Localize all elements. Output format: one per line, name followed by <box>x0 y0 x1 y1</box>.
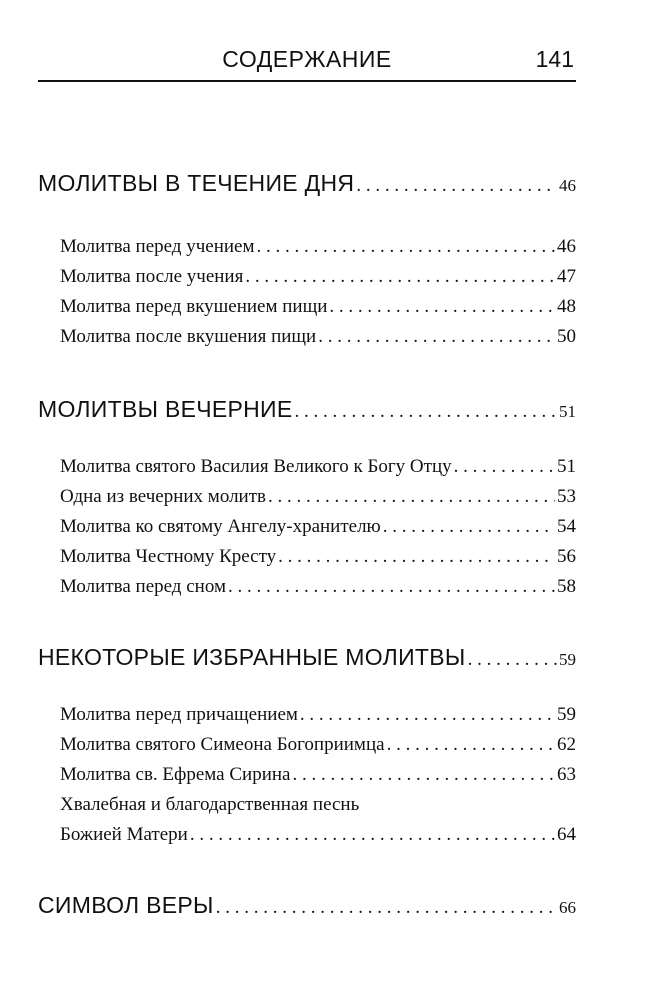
item-label: Молитва святого Василия Великого к Богу Отцу <box>60 456 452 477</box>
item-page: 56 <box>557 546 576 567</box>
dot-leader <box>468 649 557 671</box>
item-page: 58 <box>557 576 576 597</box>
section-page: 46 <box>559 176 576 195</box>
toc-item[interactable] <box>60 516 576 538</box>
item-label: Одна из вечерних молитв <box>60 486 267 507</box>
item-page: 53 <box>557 486 576 507</box>
section-title: СИМВОЛ ВЕРЫ <box>38 892 214 918</box>
item-page: 59 <box>557 704 576 725</box>
item-label: Молитва Честному Кресту <box>60 546 277 567</box>
dot-leader <box>190 824 555 846</box>
item-page: 50 <box>557 326 576 347</box>
dot-leader <box>454 456 555 478</box>
toc-item[interactable] <box>60 824 576 846</box>
page-header <box>38 40 576 82</box>
toc-item[interactable] <box>60 326 576 348</box>
dot-leader <box>329 296 555 318</box>
item-label: Молитва ко святому Ангелу-хранителю <box>60 516 381 537</box>
toc-item[interactable] <box>60 296 576 318</box>
item-page: 64 <box>557 824 576 845</box>
toc-item[interactable] <box>60 456 576 478</box>
dot-leader <box>257 236 555 258</box>
toc-section-selected-prayers[interactable] <box>38 644 576 671</box>
item-label: Молитва после учения <box>60 266 244 287</box>
section-page: 66 <box>559 898 576 917</box>
toc-item[interactable] <box>60 546 576 568</box>
toc-item[interactable] <box>60 734 576 756</box>
section-title: МОЛИТВЫ ВЕЧЕРНИЕ <box>38 396 293 422</box>
toc-item[interactable] <box>60 236 576 258</box>
dot-leader <box>245 266 555 288</box>
section-page: 51 <box>559 402 576 421</box>
dot-leader <box>318 326 555 348</box>
dot-leader <box>268 486 555 508</box>
toc-section-creed[interactable] <box>38 892 576 919</box>
item-page: 47 <box>557 266 576 287</box>
item-page: 54 <box>557 516 576 537</box>
item-label: Молитва после вкушения пищи <box>60 326 317 347</box>
toc-section-evening-prayers[interactable] <box>38 396 576 423</box>
header-title: СОДЕРЖАНИЕ <box>222 46 392 72</box>
item-page: 48 <box>557 296 576 317</box>
page-number: 141 <box>535 46 574 72</box>
dot-leader <box>228 576 555 598</box>
item-label: Молитва перед вкушением пищи <box>60 296 328 317</box>
item-label: Молитва святого Симеона Богоприимца <box>60 734 385 755</box>
dot-leader <box>216 897 557 919</box>
item-label: Молитва св. Ефрема Сирина <box>60 764 291 785</box>
toc-item-label-line1: Хвалебная и благодарственная песнь <box>60 794 360 815</box>
item-label: Молитва перед учением <box>60 236 255 257</box>
toc-item[interactable] <box>60 266 576 288</box>
toc-item[interactable] <box>60 576 576 598</box>
section-title: МОЛИТВЫ В ТЕЧЕНИЕ ДНЯ <box>38 170 355 196</box>
dot-leader <box>295 401 557 423</box>
item-label: Молитва перед причащением <box>60 704 298 725</box>
item-page: 51 <box>557 456 576 477</box>
dot-leader <box>387 734 555 756</box>
item-label: Божией Матери <box>60 824 188 845</box>
toc-item[interactable] <box>60 486 576 508</box>
dot-leader <box>292 764 555 786</box>
dot-leader <box>356 175 557 197</box>
item-page: 46 <box>557 236 576 257</box>
toc-section-daytime-prayers[interactable] <box>38 170 576 197</box>
toc-item[interactable] <box>60 764 576 786</box>
dot-leader <box>278 546 555 568</box>
section-page: 59 <box>559 650 576 669</box>
dot-leader <box>383 516 555 538</box>
section-title: НЕКОТОРЫЕ ИЗБРАННЫЕ МОЛИТВЫ <box>38 644 466 670</box>
dot-leader <box>300 704 555 726</box>
toc-item[interactable] <box>60 704 576 726</box>
item-page: 63 <box>557 764 576 785</box>
item-page: 62 <box>557 734 576 755</box>
item-label: Молитва перед сном <box>60 576 226 597</box>
